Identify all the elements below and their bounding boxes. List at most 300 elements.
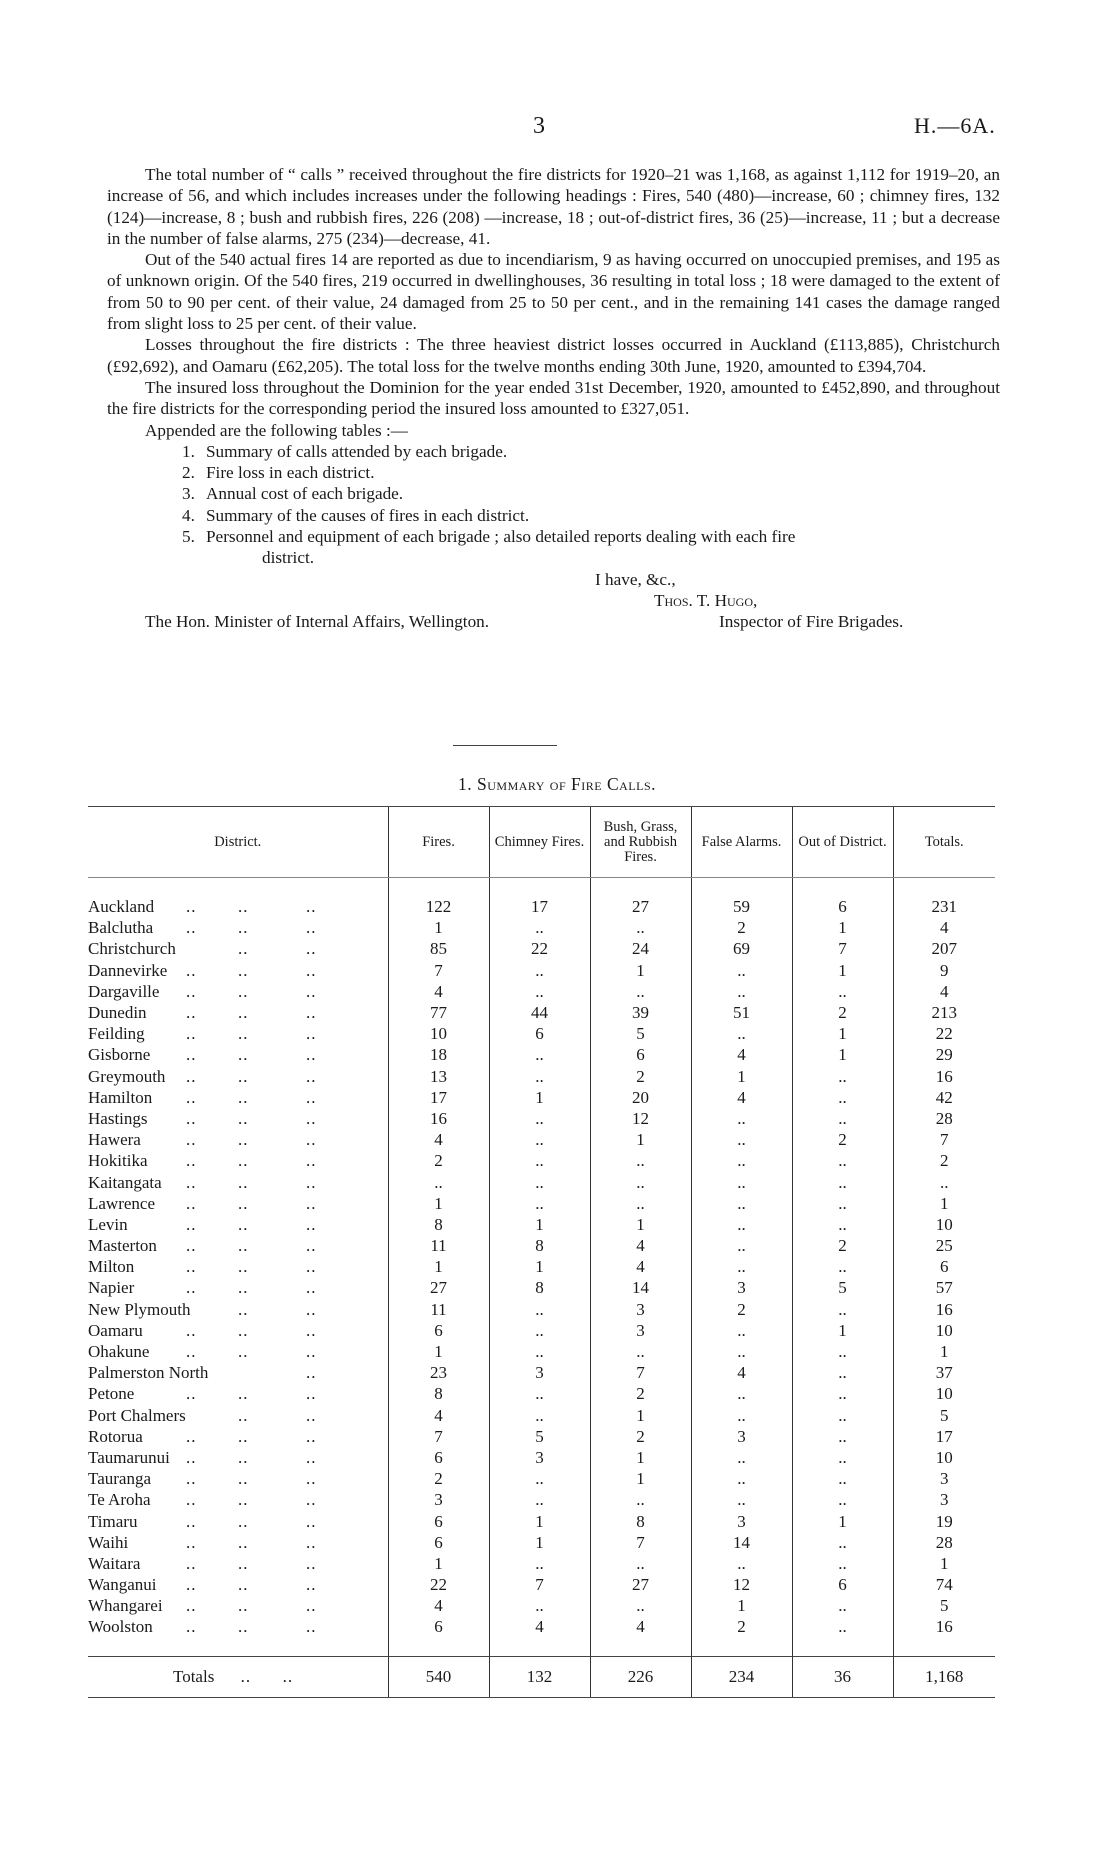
report-body [107, 164, 1000, 635]
cell-chimney-fires: 5 [489, 1426, 590, 1447]
cell-bush-fires: .. [590, 917, 691, 938]
list-item [182, 505, 1000, 526]
list-continuation: district. [262, 548, 315, 568]
table-row [88, 1214, 995, 1235]
cell-bush-fires: 1 [590, 1129, 691, 1150]
cell-total: 16 [893, 1066, 995, 1087]
cell-total: 3 [893, 1468, 995, 1489]
cell-total: 10 [893, 1214, 995, 1235]
cell-out-of-district: .. [792, 1489, 893, 1510]
cell-chimney-fires: 3 [489, 1447, 590, 1468]
column-header-fires: Fires. [388, 807, 489, 878]
table-row [88, 1044, 995, 1065]
cell-false-alarms: .. [691, 981, 792, 1002]
cell-district: Whangarei .. .. .. [88, 1596, 317, 1616]
cell-bush-fires: 4 [590, 1256, 691, 1277]
total-chimney-fires: 132 [489, 1656, 590, 1697]
cell-total: 2 [893, 1150, 995, 1171]
cell-bush-fires: 39 [590, 1002, 691, 1023]
cell-total: 4 [893, 981, 995, 1002]
paragraph-appended: Appended are the following tables :— [145, 420, 408, 440]
cell-out-of-district: .. [792, 1532, 893, 1553]
cell-fires: 23 [388, 1362, 489, 1383]
cell-bush-fires: .. [590, 1595, 691, 1616]
cell-out-of-district: 1 [792, 917, 893, 938]
table-row [88, 1256, 995, 1277]
cell-bush-fires: .. [590, 1171, 691, 1192]
table-row [88, 1383, 995, 1404]
cell-chimney-fires: 3 [489, 1362, 590, 1383]
table-row [88, 1277, 995, 1298]
list-text: Fire loss in each district. [206, 463, 375, 483]
cell-out-of-district: 1 [792, 1510, 893, 1531]
cell-total: 10 [893, 1320, 995, 1341]
list-text: Summary of the causes of fires in each district. [206, 505, 530, 525]
cell-chimney-fires: .. [489, 1320, 590, 1341]
cell-total: 5 [893, 1405, 995, 1426]
cell-chimney-fires: .. [489, 1489, 590, 1510]
fire-calls-table [88, 806, 995, 1698]
cell-total: 7 [893, 1129, 995, 1150]
cell-bush-fires: 3 [590, 1320, 691, 1341]
table-row [88, 1235, 995, 1256]
cell-chimney-fires: 7 [489, 1574, 590, 1595]
cell-bush-fires: 1 [590, 1405, 691, 1426]
cell-false-alarms: 3 [691, 1510, 792, 1531]
grand-total: 1,168 [893, 1656, 995, 1697]
cell-total: 3 [893, 1489, 995, 1510]
cell-fires: 11 [388, 1235, 489, 1256]
list-item [182, 526, 1000, 547]
table-row [88, 917, 995, 938]
cell-bush-fires: 4 [590, 1616, 691, 1637]
cell-out-of-district: .. [792, 1447, 893, 1468]
cell-chimney-fires: 6 [489, 1023, 590, 1044]
cell-district: Port Chalmers .. .. [88, 1405, 317, 1425]
table-row [88, 1532, 995, 1553]
document-code: H.—6A. [914, 113, 996, 138]
cell-fires: 77 [388, 1002, 489, 1023]
cell-district: Wanganui .. .. .. [88, 1575, 317, 1595]
cell-out-of-district: .. [792, 1214, 893, 1235]
cell-out-of-district: .. [792, 1256, 893, 1277]
cell-false-alarms: .. [691, 1256, 792, 1277]
cell-false-alarms: .. [691, 1320, 792, 1341]
page-number: 3 [533, 113, 545, 139]
table-row [88, 1362, 995, 1383]
cell-chimney-fires: .. [489, 1193, 590, 1214]
cell-district: Masterton .. .. .. [88, 1236, 317, 1256]
cell-bush-fires: .. [590, 1553, 691, 1574]
cell-district: Te Aroha .. .. .. [88, 1490, 317, 1510]
list-text: Personnel and equipment of each brigade ; also detailed reports dealing with each fire [206, 527, 796, 547]
cell-out-of-district: 1 [792, 1044, 893, 1065]
cell-total: 25 [893, 1235, 995, 1256]
table-row [88, 1299, 995, 1320]
cell-chimney-fires: .. [489, 1405, 590, 1426]
cell-out-of-district: .. [792, 1341, 893, 1362]
cell-district: Taumarunui .. .. .. [88, 1447, 317, 1467]
cell-fires: 122 [388, 896, 489, 917]
cell-false-alarms: 2 [691, 1616, 792, 1637]
signatory-name: Thos. T. Hugo, [654, 590, 758, 610]
cell-out-of-district: .. [792, 1066, 893, 1087]
cell-fires: 27 [388, 1277, 489, 1298]
table-row [88, 1150, 995, 1171]
cell-fires: 4 [388, 1129, 489, 1150]
cell-bush-fires: 14 [590, 1277, 691, 1298]
cell-fires: .. [388, 1171, 489, 1192]
cell-chimney-fires: .. [489, 960, 590, 981]
cell-chimney-fires: .. [489, 917, 590, 938]
list-item [182, 462, 1000, 483]
cell-out-of-district: .. [792, 981, 893, 1002]
cell-district: Hokitika .. .. .. [88, 1151, 317, 1171]
cell-out-of-district: .. [792, 1553, 893, 1574]
total-false-alarms: 234 [691, 1656, 792, 1697]
cell-district: Balclutha .. .. .. [88, 918, 317, 938]
cell-fires: 1 [388, 1341, 489, 1362]
table-row [88, 1405, 995, 1426]
cell-district: Milton .. .. .. [88, 1257, 317, 1277]
total-bush-fires: 226 [590, 1656, 691, 1697]
cell-total: 10 [893, 1383, 995, 1404]
cell-bush-fires: 1 [590, 1468, 691, 1489]
table-row [88, 1574, 995, 1595]
list-number: 4. [182, 505, 195, 525]
cell-fires: 16 [388, 1108, 489, 1129]
cell-total: 16 [893, 1299, 995, 1320]
cell-total: 29 [893, 1044, 995, 1065]
cell-out-of-district: .. [792, 1087, 893, 1108]
cell-chimney-fires: 1 [489, 1214, 590, 1235]
cell-chimney-fires: .. [489, 1066, 590, 1087]
cell-fires: 6 [388, 1320, 489, 1341]
cell-false-alarms: .. [691, 1150, 792, 1171]
cell-fires: 7 [388, 1426, 489, 1447]
cell-fires: 85 [388, 938, 489, 959]
cell-bush-fires: 3 [590, 1299, 691, 1320]
cell-fires: 2 [388, 1150, 489, 1171]
table-row [88, 1510, 995, 1531]
table-row [88, 1447, 995, 1468]
cell-total: 5 [893, 1595, 995, 1616]
cell-false-alarms: .. [691, 1108, 792, 1129]
cell-false-alarms: .. [691, 1405, 792, 1426]
cell-out-of-district: .. [792, 1426, 893, 1447]
table-row [88, 1595, 995, 1616]
cell-bush-fires: 5 [590, 1023, 691, 1044]
cell-false-alarms: .. [691, 1447, 792, 1468]
cell-bush-fires: 6 [590, 1044, 691, 1065]
cell-fires: 4 [388, 981, 489, 1002]
cell-bush-fires: 27 [590, 1574, 691, 1595]
list-number: 3. [182, 484, 195, 504]
cell-fires: 11 [388, 1299, 489, 1320]
cell-out-of-district: .. [792, 1595, 893, 1616]
cell-false-alarms: 14 [691, 1532, 792, 1553]
total-fires: 540 [388, 1656, 489, 1697]
cell-district: Palmerston North .. [88, 1363, 317, 1383]
table-row [88, 1066, 995, 1087]
cell-district: Oamaru .. .. .. [88, 1320, 317, 1340]
cell-district: Ohakune .. .. .. [88, 1342, 317, 1362]
cell-bush-fires: 12 [590, 1108, 691, 1129]
paragraph-insured-loss: The insured loss throughout the Dominion for the year ended 31st December, 1920, amounted to £452,890, and throughout the fire districts for the corresponding period the insured loss amounted to £327,051. [107, 377, 1000, 419]
cell-total: 9 [893, 960, 995, 981]
table-row [88, 1002, 995, 1023]
cell-false-alarms: 51 [691, 1002, 792, 1023]
cell-chimney-fires: 1 [489, 1087, 590, 1108]
cell-out-of-district: 2 [792, 1002, 893, 1023]
cell-district: Dunedin .. .. .. [88, 1003, 317, 1023]
cell-false-alarms: 1 [691, 1066, 792, 1087]
cell-chimney-fires: 8 [489, 1235, 590, 1256]
cell-total: 207 [893, 938, 995, 959]
closing-line: I have, &c., [595, 569, 676, 589]
paragraph-losses: Losses throughout the fire districts : The three heaviest district losses occurred in Auckland (£113,885), Christchurch (£92,692), and Oamaru (£62,205). The total loss for the twelve months ending 30th June, 1920, amounted to £394,704. [107, 335, 1000, 376]
list-number: 5. [182, 527, 195, 547]
cell-false-alarms: 12 [691, 1574, 792, 1595]
cell-false-alarms: 2 [691, 917, 792, 938]
cell-out-of-district: .. [792, 1383, 893, 1404]
cell-district: Rotorua .. .. .. [88, 1426, 317, 1446]
cell-fires: 6 [388, 1532, 489, 1553]
cell-chimney-fires: .. [489, 1171, 590, 1192]
cell-false-alarms: 1 [691, 1595, 792, 1616]
cell-total: 1 [893, 1341, 995, 1362]
cell-false-alarms: 4 [691, 1362, 792, 1383]
cell-false-alarms: .. [691, 1553, 792, 1574]
cell-district: New Plymouth .. .. [88, 1299, 317, 1319]
cell-district: Timaru .. .. .. [88, 1511, 317, 1531]
column-header-district: District. [88, 807, 388, 878]
cell-false-alarms: 3 [691, 1277, 792, 1298]
cell-total: 4 [893, 917, 995, 938]
column-header-false-alarms: False Alarms. [691, 807, 792, 878]
cell-fires: 8 [388, 1214, 489, 1235]
cell-false-alarms: 4 [691, 1044, 792, 1065]
cell-bush-fires: 2 [590, 1426, 691, 1447]
cell-total: 37 [893, 1362, 995, 1383]
cell-fires: 7 [388, 960, 489, 981]
cell-district: Waihi .. .. .. [88, 1532, 317, 1552]
paragraph-calls: The total number of “ calls ” received throughout the fire districts for 1920–21 was 1,168, as against 1,112 for 1919–20, an increase of 56, and which includes increases under the following headings : Fires, 540 (480)—increase, 60 ; chimney fires, 132 (124)—increase, 8 ; bush and rubbish fires, 226 (208) —increase, 18 ; out-of-district fires, 36 (25)—increase, 11 ; but a decrease in the number of false alarms, 275 (234)—decrease, 41. [107, 165, 1000, 248]
cell-false-alarms: .. [691, 1129, 792, 1150]
cell-false-alarms: 2 [691, 1299, 792, 1320]
cell-false-alarms: .. [691, 1023, 792, 1044]
cell-total: 16 [893, 1616, 995, 1637]
table-header-row [88, 807, 995, 878]
cell-fires: 17 [388, 1087, 489, 1108]
appended-tables-list [182, 441, 1000, 569]
cell-district: Dannevirke .. .. .. [88, 960, 317, 980]
table-row [88, 1489, 995, 1510]
cell-false-alarms: .. [691, 1235, 792, 1256]
column-header-bush-fires: Bush, Grass, and Rubbish Fires. [590, 807, 691, 878]
cell-bush-fires: 8 [590, 1510, 691, 1531]
cell-false-alarms: 4 [691, 1087, 792, 1108]
cell-total: 74 [893, 1574, 995, 1595]
cell-fires: 6 [388, 1510, 489, 1531]
cell-chimney-fires: 8 [489, 1277, 590, 1298]
cell-bush-fires: 7 [590, 1532, 691, 1553]
table-row [88, 1320, 995, 1341]
cell-fires: 6 [388, 1616, 489, 1637]
cell-bush-fires: 2 [590, 1066, 691, 1087]
cell-out-of-district: .. [792, 1108, 893, 1129]
list-item [182, 483, 1000, 504]
cell-out-of-district: .. [792, 1150, 893, 1171]
cell-district: Kaitangata .. .. .. [88, 1172, 317, 1192]
cell-out-of-district: .. [792, 1171, 893, 1192]
cell-total: 42 [893, 1087, 995, 1108]
cell-out-of-district: .. [792, 1193, 893, 1214]
cell-district: Waitara .. .. .. [88, 1553, 317, 1573]
cell-chimney-fires: .. [489, 1383, 590, 1404]
cell-chimney-fires: 44 [489, 1002, 590, 1023]
table-row [88, 1087, 995, 1108]
cell-district: Napier .. .. .. [88, 1278, 317, 1298]
list-text: Annual cost of each brigade. [206, 484, 404, 504]
cell-district: Woolston .. .. .. [88, 1617, 317, 1637]
cell-chimney-fires: 1 [489, 1256, 590, 1277]
cell-district: Gisborne .. .. .. [88, 1045, 317, 1065]
cell-chimney-fires: 22 [489, 938, 590, 959]
cell-bush-fires: 24 [590, 938, 691, 959]
table-row [88, 1468, 995, 1489]
column-header-totals: Totals. [893, 807, 995, 878]
cell-false-alarms: .. [691, 1171, 792, 1192]
cell-total: 1 [893, 1553, 995, 1574]
cell-out-of-district: 6 [792, 1574, 893, 1595]
cell-total: 19 [893, 1510, 995, 1531]
cell-fires: 10 [388, 1023, 489, 1044]
cell-fires: 1 [388, 1256, 489, 1277]
cell-fires: 3 [388, 1489, 489, 1510]
cell-district: Lawrence .. .. .. [88, 1193, 317, 1213]
totals-row [88, 1656, 995, 1697]
list-text: Summary of calls attended by each brigade. [206, 441, 508, 461]
cell-false-alarms: 3 [691, 1426, 792, 1447]
cell-bush-fires: 4 [590, 1235, 691, 1256]
cell-false-alarms: .. [691, 1193, 792, 1214]
cell-total: 1 [893, 1193, 995, 1214]
table-row [88, 960, 995, 981]
table-body [88, 878, 995, 1657]
cell-false-alarms: .. [691, 960, 792, 981]
totals-label: Totals .. .. [88, 1656, 388, 1697]
cell-out-of-district: 6 [792, 896, 893, 917]
cell-chimney-fires: .. [489, 1341, 590, 1362]
cell-chimney-fires: 17 [489, 896, 590, 917]
cell-total: 28 [893, 1108, 995, 1129]
cell-chimney-fires: 4 [489, 1616, 590, 1637]
cell-chimney-fires: .. [489, 1108, 590, 1129]
cell-false-alarms: 69 [691, 938, 792, 959]
cell-fires: 18 [388, 1044, 489, 1065]
table-title: 1. Summary of Fire Calls. [458, 774, 656, 794]
cell-district: Levin .. .. .. [88, 1214, 317, 1234]
cell-bush-fires: .. [590, 1489, 691, 1510]
table-row [88, 981, 995, 1002]
cell-bush-fires: 2 [590, 1383, 691, 1404]
cell-total: 213 [893, 1002, 995, 1023]
cell-district: Christchurch .. .. [88, 939, 317, 959]
cell-out-of-district: .. [792, 1299, 893, 1320]
cell-chimney-fires: .. [489, 1299, 590, 1320]
cell-chimney-fires: 1 [489, 1510, 590, 1531]
cell-fires: 4 [388, 1405, 489, 1426]
cell-total: 17 [893, 1426, 995, 1447]
cell-false-alarms: .. [691, 1468, 792, 1489]
cell-false-alarms: 59 [691, 896, 792, 917]
cell-bush-fires: 1 [590, 1447, 691, 1468]
cell-chimney-fires: .. [489, 1150, 590, 1171]
cell-chimney-fires: .. [489, 1044, 590, 1065]
column-header-out-of-district: Out of District. [792, 807, 893, 878]
table-row [88, 938, 995, 959]
cell-district: Petone .. .. .. [88, 1384, 317, 1404]
signatory-title: Inspector of Fire Brigades. [719, 611, 904, 631]
cell-district: Greymouth .. .. .. [88, 1066, 317, 1086]
cell-false-alarms: .. [691, 1489, 792, 1510]
cell-false-alarms: .. [691, 1383, 792, 1404]
table-row [88, 1553, 995, 1574]
list-item [182, 441, 1000, 462]
cell-fires: 22 [388, 1574, 489, 1595]
cell-out-of-district: 1 [792, 1320, 893, 1341]
cell-fires: 8 [388, 1383, 489, 1404]
cell-bush-fires: 1 [590, 1214, 691, 1235]
section-divider [453, 745, 557, 746]
cell-false-alarms: .. [691, 1214, 792, 1235]
cell-total: 28 [893, 1532, 995, 1553]
cell-fires: 4 [388, 1595, 489, 1616]
cell-district: Tauranga .. .. .. [88, 1469, 317, 1489]
cell-fires: 1 [388, 1193, 489, 1214]
cell-out-of-district: 2 [792, 1235, 893, 1256]
cell-bush-fires: 27 [590, 896, 691, 917]
cell-out-of-district: .. [792, 1362, 893, 1383]
cell-out-of-district: 7 [792, 938, 893, 959]
cell-chimney-fires: .. [489, 1129, 590, 1150]
cell-bush-fires: .. [590, 1150, 691, 1171]
table-row [88, 1108, 995, 1129]
cell-bush-fires: .. [590, 1193, 691, 1214]
cell-total: 231 [893, 896, 995, 917]
table-row [88, 1023, 995, 1044]
table-row [88, 1426, 995, 1447]
cell-chimney-fires: .. [489, 1595, 590, 1616]
table-row [88, 1171, 995, 1192]
cell-fires: 1 [388, 917, 489, 938]
cell-out-of-district: .. [792, 1468, 893, 1489]
table-row [88, 1129, 995, 1150]
paragraph-fires: Out of the 540 actual fires 14 are reported as due to incendiarism, 9 as having occurred on unoccupied premises, and 195 as of unknown origin. Of the 540 fires, 219 occurred in dwellinghouses, 36 resulting in total loss ; 18 were damaged to the extent of from 50 to 90 per cent. of their value, 24 damaged from 25 to 50 per cent., and in the remaining 141 cases the damage ranged from slight loss to 25 per cent. of their value. [107, 250, 1000, 334]
table-row [88, 1616, 995, 1637]
cell-out-of-district: .. [792, 1616, 893, 1637]
cell-district: Dargaville .. .. .. [88, 981, 317, 1001]
list-number: 2. [182, 463, 195, 483]
table-row [88, 1193, 995, 1214]
cell-out-of-district: 1 [792, 1023, 893, 1044]
total-out-of-district: 36 [792, 1656, 893, 1697]
cell-out-of-district: .. [792, 1405, 893, 1426]
cell-district: Auckland .. .. .. [88, 897, 317, 917]
addressee: The Hon. Minister of Internal Affairs, Wellington. [145, 611, 490, 631]
cell-bush-fires: 20 [590, 1087, 691, 1108]
